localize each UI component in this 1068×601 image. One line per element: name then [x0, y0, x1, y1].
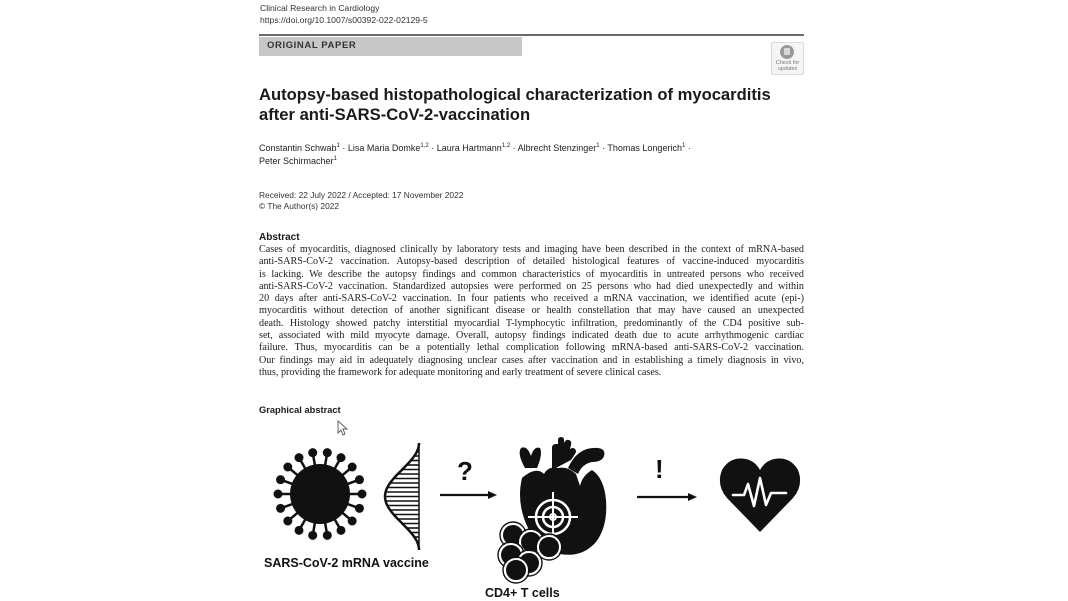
virus-spike-tip — [283, 463, 292, 472]
virus-icon — [274, 448, 367, 540]
arrow-right-icon — [440, 491, 497, 499]
check-label-line1: Check for — [775, 60, 800, 66]
virus-spike-tip — [348, 463, 357, 472]
virus-spike-tip — [276, 504, 285, 513]
received-accepted-dates: Received: 22 July 2022 / Accepted: 17 November 2022 — [259, 190, 464, 200]
virus-spike-tip — [348, 516, 357, 525]
title-line: Autopsy-based histopathological characterization of myocarditis — [259, 85, 771, 104]
abstract-line: thus, providing the framework for adequate monitoring and early treatment of severe clinical cases. — [259, 366, 662, 378]
virus-spike-tip — [276, 475, 285, 484]
virus-spike-tip — [308, 448, 317, 457]
t-cell — [505, 559, 527, 581]
journal-name: Clinical Research in Cardiology — [260, 3, 380, 13]
virus-spike-tip — [323, 531, 332, 540]
exclamation-mark-label: ! — [655, 454, 664, 484]
virus-spike-tip — [355, 475, 364, 484]
virus-spike-tip — [355, 504, 364, 513]
abstract-line: Cases of myocarditis, diagnosed clinically by laboratory tests and imaging have been described in the context of mRNA-based — [259, 244, 804, 255]
author-affiliation: 1,2 — [420, 143, 429, 149]
article-type-label: ORIGINAL PAPER — [267, 40, 357, 51]
arrow-right-icon — [637, 493, 697, 501]
author-name[interactable]: Lisa Maria Domke$^{1,2}$ — [347, 143, 429, 153]
doi-link[interactable]: https://doi.org/10.1007/s00392-022-02129-5 — [260, 15, 428, 25]
author-name[interactable]: Constantin Schwab$^1$ — [259, 143, 340, 153]
abstract-line: set, associated with mild myocyte damage. Overall, autopsy findings indicated death due to acute arrhythmogenic cardiac — [259, 330, 804, 342]
heartbeat-icon — [720, 458, 800, 532]
author-separator: · — [339, 143, 348, 153]
title-line: after anti-SARS-CoV-2-vaccination — [259, 105, 531, 124]
abstract-line: anti-SARS-CoV-2 vaccination. Autopsy-based description of detailed histological features of vaccine-induced myocarditis — [259, 256, 804, 268]
author-name[interactable]: Albrecht Stenzinger$^1$ — [517, 143, 600, 153]
t-cell — [538, 536, 560, 558]
virus-spike-tip — [274, 490, 283, 499]
author-name[interactable]: Thomas Longerich$^1$ — [607, 143, 686, 153]
abstract-heading: Abstract — [259, 232, 300, 243]
abstract-line: Our findings may aid in adequately diagnosing unclear cases after vaccination and in establishing a timely diagnosis in vivo, — [259, 354, 804, 366]
virus-spike-tip — [295, 453, 304, 462]
author-name[interactable]: Laura Hartmann$^{1,2}$ — [436, 143, 511, 153]
abstract-line: 20 days after anti-SARS-CoV-2 vaccination. In four patients who received a mRNA vaccination, we identified acute (epi-) — [259, 293, 804, 305]
graphical-abstract-heading: Graphical abstract — [259, 405, 341, 415]
virus-spike-tip — [323, 448, 332, 457]
author-affiliation: 1 — [681, 143, 686, 149]
author-affiliation: 1 — [596, 143, 600, 149]
virus-spike-tip — [358, 490, 367, 499]
mouse-pointer-icon — [337, 420, 349, 436]
abstract-line: anti-SARS-CoV-2 vaccination. Standardized autopsies were performed on 25 persons who had died unexpectedly and within — [259, 280, 804, 292]
question-mark-label: ? — [457, 456, 473, 486]
author-separator: · — [685, 143, 691, 153]
mrna-strand-icon — [385, 443, 419, 550]
author-separator: · — [428, 143, 437, 153]
check-label-line2: updates — [777, 66, 798, 72]
virus-spike-tip — [283, 516, 292, 525]
vaccine-label: SARS-CoV-2 mRNA vaccine — [264, 556, 429, 570]
author-affiliation: 1 — [333, 156, 337, 162]
abstract-line: death. Histology showed patchy interstitial myocardial T-lymphocytic infiltration, predominantly of the CD4 positive sub- — [259, 317, 804, 329]
author-affiliation: 1 — [336, 143, 340, 149]
author-separator: · — [510, 143, 518, 153]
author-separator: · — [599, 143, 608, 153]
virus-spike-tip — [337, 453, 346, 462]
virus-spike-tip — [295, 526, 304, 535]
virus-spike-tip — [337, 526, 346, 535]
t-cells-label: CD4+ T cells — [485, 586, 560, 600]
abstract-line: myocarditis without detection of another significant disease or health constellation that may have caused an unexpected — [259, 305, 804, 317]
abstract-line: is lacking. We describe the autopsy findings and common characteristics of myocarditis in untreated persons who received — [259, 268, 804, 280]
copyright-notice: © The Author(s) 2022 — [259, 201, 340, 211]
virus-spike-tip — [308, 531, 317, 540]
abstract-line: failure. Thus, myocarditis can be a potentially lethal complication following mRNA-based anti-SARS-CoV-2 vaccination. — [259, 342, 804, 354]
author-affiliation: 1,2 — [501, 143, 511, 149]
author-name[interactable]: Peter Schirmacher$^1$ — [259, 156, 337, 166]
